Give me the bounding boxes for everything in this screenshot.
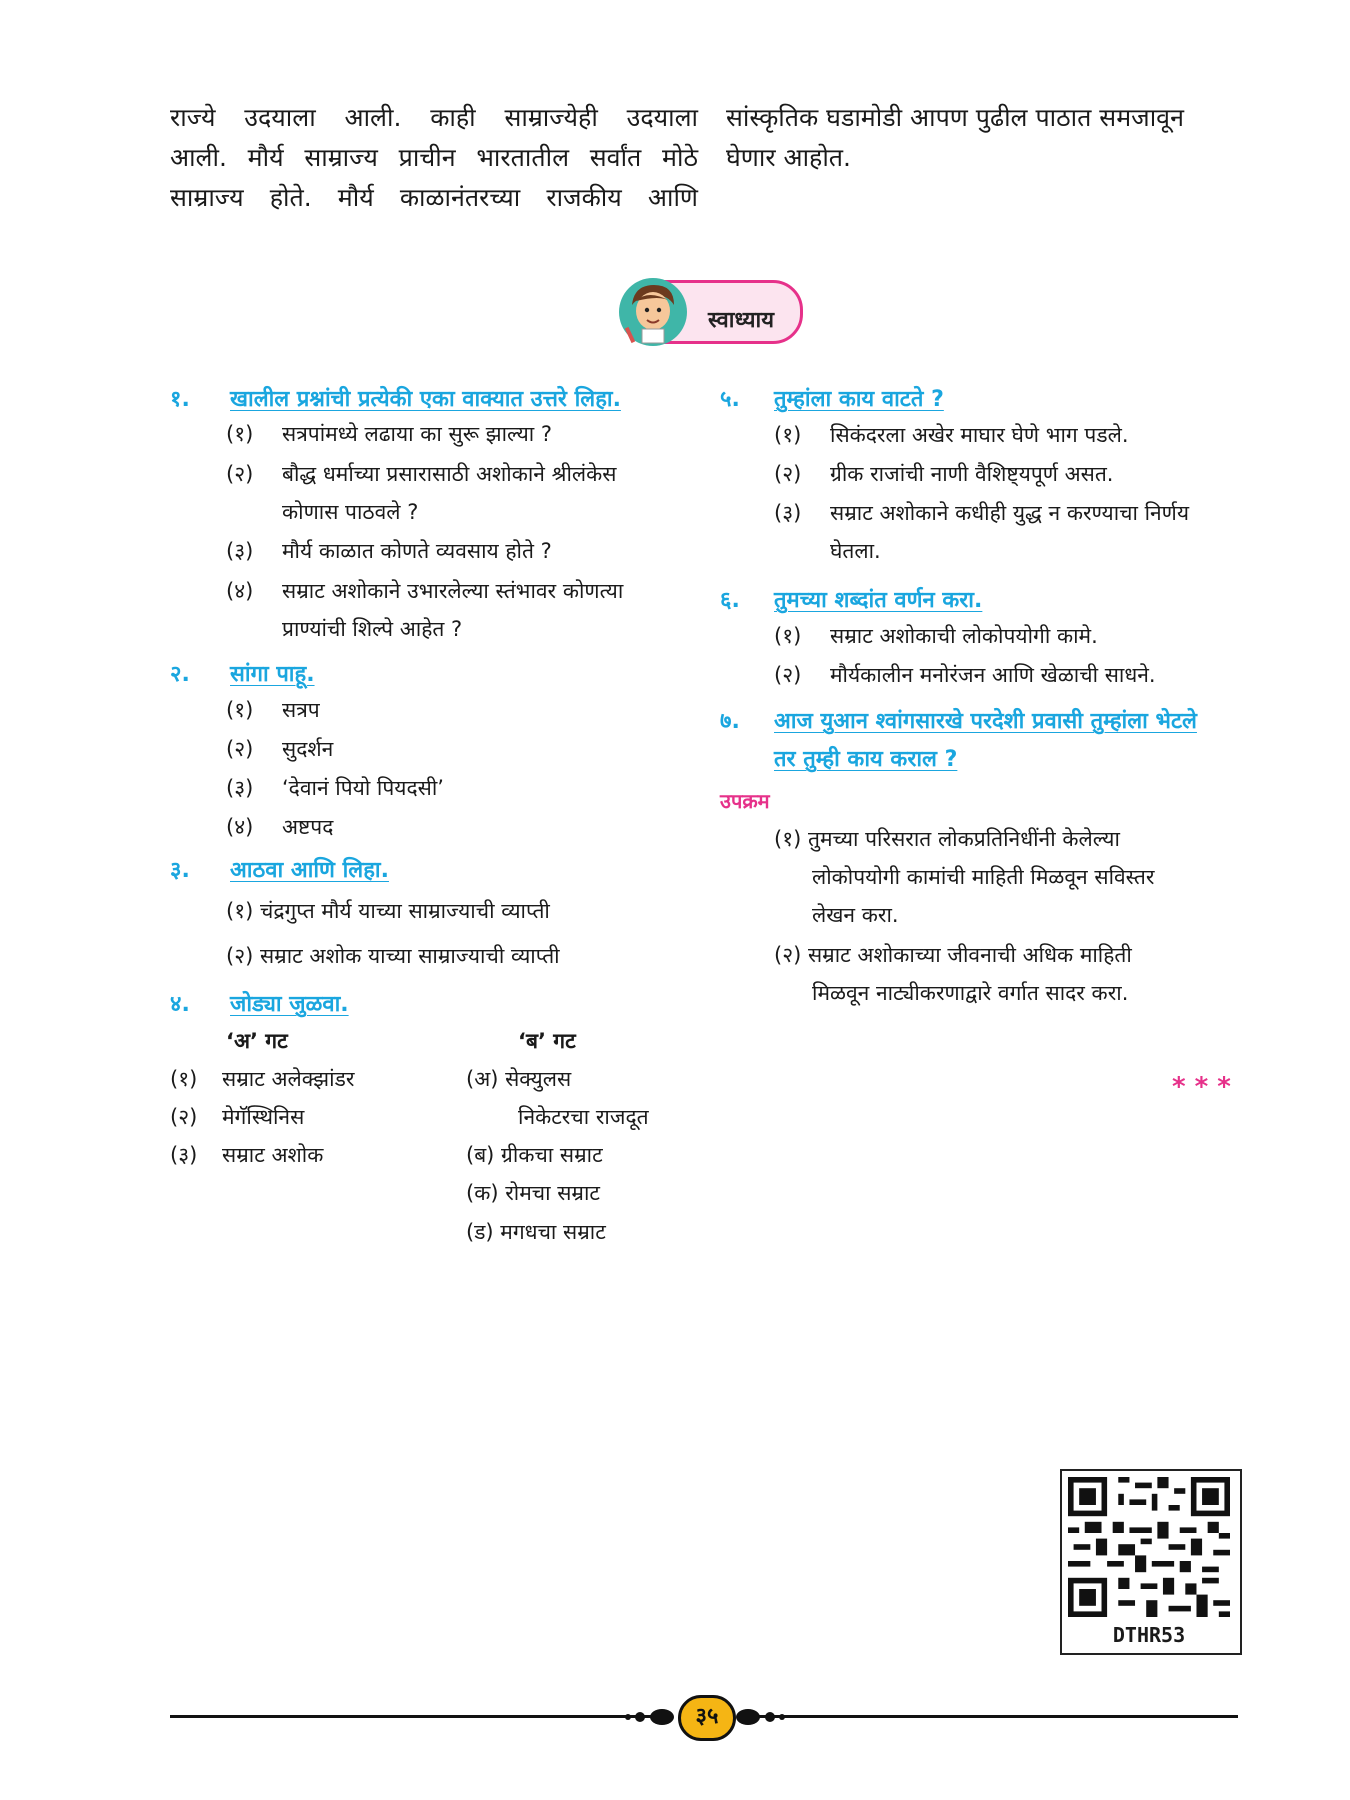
question-title: तुम्हांला काय वाटते ? bbox=[774, 387, 944, 412]
end-stars: * * * bbox=[1172, 1072, 1231, 1102]
item-number: (२) bbox=[774, 663, 802, 687]
question-number: ७. bbox=[720, 709, 740, 734]
question-number: ५. bbox=[720, 387, 740, 412]
match-item-b: (अ) सेक्युलस bbox=[466, 1067, 572, 1091]
item-text: लेखन करा. bbox=[812, 903, 899, 927]
activity-heading: उपक्रम bbox=[720, 789, 770, 813]
match-item-b: (ड) मगधचा सम्राट bbox=[466, 1220, 606, 1244]
question-number: ३. bbox=[170, 858, 190, 883]
question-title: खालील प्रश्नांची प्रत्येकी एका वाक्यात उत्तरे लिहा. bbox=[230, 387, 621, 412]
item-number: (३) bbox=[774, 501, 802, 525]
question-5-heading bbox=[720, 383, 1240, 413]
question-title: आठवा आणि लिहा. bbox=[230, 858, 389, 883]
item-number: (२) bbox=[226, 737, 254, 761]
section-badge-label: स्वाध्याय bbox=[708, 308, 774, 333]
intro-left-line: साम्राज्य होते. मौर्य काळानंतरच्या राजकीय आणि bbox=[170, 183, 698, 212]
match-item-b: निकेटरचा राजदूत bbox=[518, 1105, 649, 1129]
item-text: मौर्य काळात कोणते व्यवसाय होते ? bbox=[282, 539, 552, 563]
item-number: (२) bbox=[226, 462, 254, 486]
item-text: (१) तुमच्या परिसरात लोकप्रतिनिधींनी केलेल्या bbox=[774, 827, 1120, 851]
qr-code-label: DTHR53 bbox=[1112, 1623, 1186, 1647]
intro-left-line: आली. मौर्य साम्राज्य प्राचीन भारतातील सर्वांत मोठे bbox=[170, 143, 698, 172]
item-number: (२) bbox=[170, 1105, 198, 1129]
question-title: जोड्या जुळवा. bbox=[230, 992, 349, 1017]
item-text: प्राण्यांची शिल्पे आहेत ? bbox=[282, 617, 463, 641]
item-number: (१) bbox=[170, 1067, 198, 1091]
item-text: ग्रीक राजांची नाणी वैशिष्ट्यपूर्ण असत. bbox=[830, 462, 1114, 486]
question-2-heading bbox=[170, 658, 690, 688]
item-text: सम्राट अशोक bbox=[222, 1143, 324, 1167]
item-text: सिकंदरला अखेर माघार घेणे भाग पडले. bbox=[830, 423, 1129, 447]
intro-left-column bbox=[170, 98, 698, 218]
item-number: (१) bbox=[226, 698, 254, 722]
question-number: ६. bbox=[720, 588, 740, 613]
question-4-heading bbox=[170, 988, 690, 1018]
item-number: (४) bbox=[226, 815, 254, 839]
question-number: २. bbox=[170, 662, 190, 687]
footer-rule-right bbox=[738, 1715, 1238, 1718]
intro-left-line: राज्ये उदयाला आली. काही साम्राज्येही उदयाला bbox=[170, 103, 698, 132]
item-number: (३) bbox=[226, 776, 254, 800]
item-text: सम्राट अशोकाची लोकोपयोगी कामे. bbox=[830, 624, 1098, 648]
question-number: १. bbox=[170, 387, 190, 412]
intro-right-line: घेणार आहोत. bbox=[726, 143, 851, 172]
question-1-heading bbox=[170, 383, 690, 413]
question-title-line: तर तुम्ही काय कराल ? bbox=[774, 747, 958, 772]
question-6-heading bbox=[720, 584, 1240, 614]
item-text: सत्रपांमध्ये लढाया का सुरू झाल्या ? bbox=[282, 422, 553, 446]
item-text: मौर्यकालीन मनोरंजन आणि खेळाची साधने. bbox=[830, 663, 1156, 687]
match-item-b: (क) रोमचा सम्राट bbox=[466, 1181, 601, 1205]
question-3-heading bbox=[170, 854, 690, 884]
list-item: (२) सम्राट अशोक याच्या साम्राज्याची व्याप्ती bbox=[226, 944, 560, 968]
item-number: (१) bbox=[774, 423, 802, 447]
item-text: घेतला. bbox=[830, 539, 881, 563]
column-b-header: ‘ब’ गट bbox=[518, 1029, 576, 1053]
item-text: मेगॅस्थिनिस bbox=[222, 1105, 305, 1129]
intro-right-column bbox=[726, 98, 1246, 178]
item-text: बौद्ध धर्माच्या प्रसारासाठी अशोकाने श्रीलंकेस bbox=[282, 462, 617, 486]
footer-rule-left bbox=[170, 1715, 670, 1718]
item-text: सम्राट अशोकाने कधीही युद्ध न करण्याचा निर्णय bbox=[830, 501, 1190, 525]
item-number: (३) bbox=[226, 539, 254, 563]
column-a-header: ‘अ’ गट bbox=[226, 1029, 288, 1053]
item-number: (१) bbox=[226, 422, 254, 446]
item-text: सुदर्शन bbox=[282, 737, 334, 761]
item-text: (२) सम्राट अशोकाच्या जीवनाची अधिक माहिती bbox=[774, 943, 1132, 967]
match-item-b: (ब) ग्रीकचा सम्राट bbox=[466, 1143, 603, 1167]
item-number: (१) bbox=[774, 624, 802, 648]
question-7-heading bbox=[720, 705, 1250, 775]
question-number: ४. bbox=[170, 992, 190, 1017]
item-number: (२) bbox=[774, 462, 802, 486]
item-text: सत्रप bbox=[282, 698, 320, 722]
item-number: (३) bbox=[170, 1143, 198, 1167]
item-text: ‘देवानं पियो पियदसी’ bbox=[282, 776, 444, 800]
item-text: अष्टपद bbox=[282, 815, 334, 839]
item-text: सम्राट अशोकाने उभारलेल्या स्तंभावर कोणत्या bbox=[282, 579, 624, 603]
qr-code[interactable] bbox=[1068, 1477, 1230, 1617]
list-item: (१) चंद्रगुप्त मौर्य याच्या साम्राज्याची व्याप्ती bbox=[226, 899, 550, 923]
item-number: (४) bbox=[226, 579, 254, 603]
item-text: मिळवून नाट्यीकरणाद्वारे वर्गात सादर करा. bbox=[812, 981, 1129, 1005]
question-title: तुमच्या शब्दांत वर्णन करा. bbox=[774, 588, 983, 613]
question-title: सांगा पाहू. bbox=[230, 662, 315, 687]
item-text: सम्राट अलेक्झांडर bbox=[222, 1067, 355, 1091]
boy-writing-icon bbox=[618, 277, 688, 347]
page-number: ३५ bbox=[678, 1695, 736, 1741]
item-text: लोकोपयोगी कामांची माहिती मिळवून सविस्तर bbox=[812, 865, 1155, 889]
intro-right-line: सांस्कृतिक घडामोडी आपण पुढील पाठात समजावून bbox=[726, 103, 1184, 132]
question-title-line: आज युआन श्वांगसारखे परदेशी प्रवासी तुम्हांला भेटले bbox=[774, 709, 1197, 734]
item-text: कोणास पाठवले ? bbox=[282, 500, 419, 524]
